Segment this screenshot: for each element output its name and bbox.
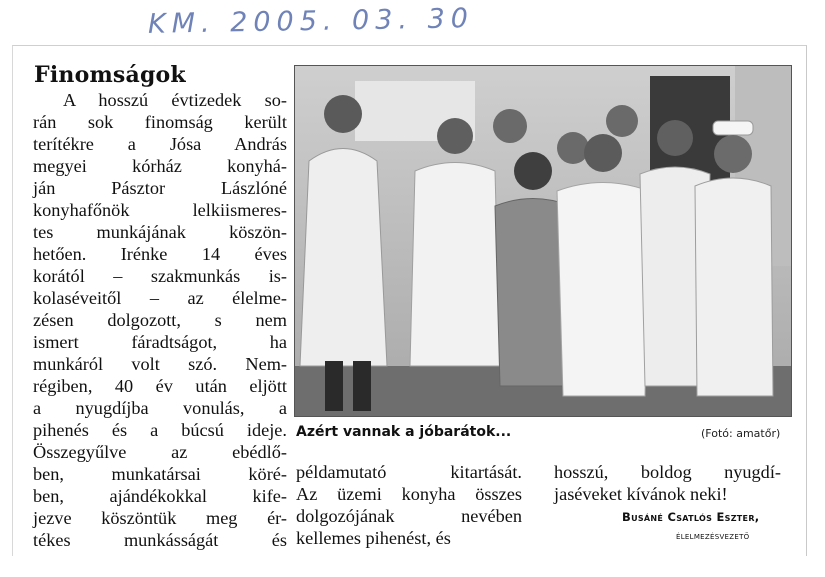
article-column-2 — [296, 461, 522, 549]
text-line: zésen dolgozott, s nem — [33, 310, 287, 330]
handwritten-date-annotation: KM. 2005. 03. 30 — [147, 3, 475, 40]
photo-credit: (Fotó: amatőr) — [701, 427, 781, 440]
text-line: A hosszú évtizedek so- — [63, 90, 287, 110]
text-line: a nyugdíjba vonulás, a — [33, 398, 287, 418]
text-line: munkáról volt szó. Nem- — [33, 354, 287, 374]
text-line: jezve köszöntük meg ér- — [33, 508, 287, 528]
text-line: megyei kórház konyhá- — [33, 156, 287, 176]
text-line: ben, ajándékokkal kife- — [33, 486, 287, 506]
text-line: hosszú, boldog nyugdí- — [554, 462, 781, 482]
text-line: példamutató kitartását. — [296, 462, 522, 482]
article-column-1 — [33, 89, 287, 551]
text-line: régiben, 40 év után eljött — [33, 376, 287, 396]
group-photo — [294, 65, 792, 417]
text-line: ismert fáradtságot, ha — [33, 332, 287, 352]
text-line: pihenés és a búcsú ideje. — [33, 420, 287, 440]
text-line: dolgozójának nevében — [296, 506, 522, 526]
text-line: kellemes pihenést, és — [296, 528, 451, 548]
text-line: kolaséveitől – az élelme- — [33, 288, 287, 308]
author-name: Busáné Csatlós Eszter, — [622, 510, 760, 524]
group-photo-illustration — [295, 66, 791, 416]
text-line: korától – szakmunkás is- — [33, 266, 287, 286]
text-line: ján Pásztor Lászlóné — [33, 178, 287, 198]
text-line: ben, munkatársai köré- — [33, 464, 287, 484]
article-column-3 — [554, 461, 781, 505]
text-line: jaséveket kívánok neki! — [554, 484, 728, 504]
text-line: tékes munkásságát és — [33, 530, 287, 550]
text-line: terítékre a Jósa András — [33, 134, 287, 154]
text-line: Az üzemi konyha összes — [296, 484, 522, 504]
photo-caption: Azért vannak a jóbarátok... — [296, 424, 512, 440]
text-line: tes munkájának köszön- — [33, 222, 287, 242]
text-line: rán sok finomság került — [33, 112, 287, 132]
author-role: élelmezésvezető — [676, 530, 750, 542]
article-headline: Finomságok — [34, 62, 186, 88]
text-line: hetően. Irénke 14 éves — [33, 244, 287, 264]
text-line: konyhafőnök lelkiismeres- — [33, 200, 287, 220]
text-line: Összegyűlve az ebédlő- — [33, 442, 287, 462]
